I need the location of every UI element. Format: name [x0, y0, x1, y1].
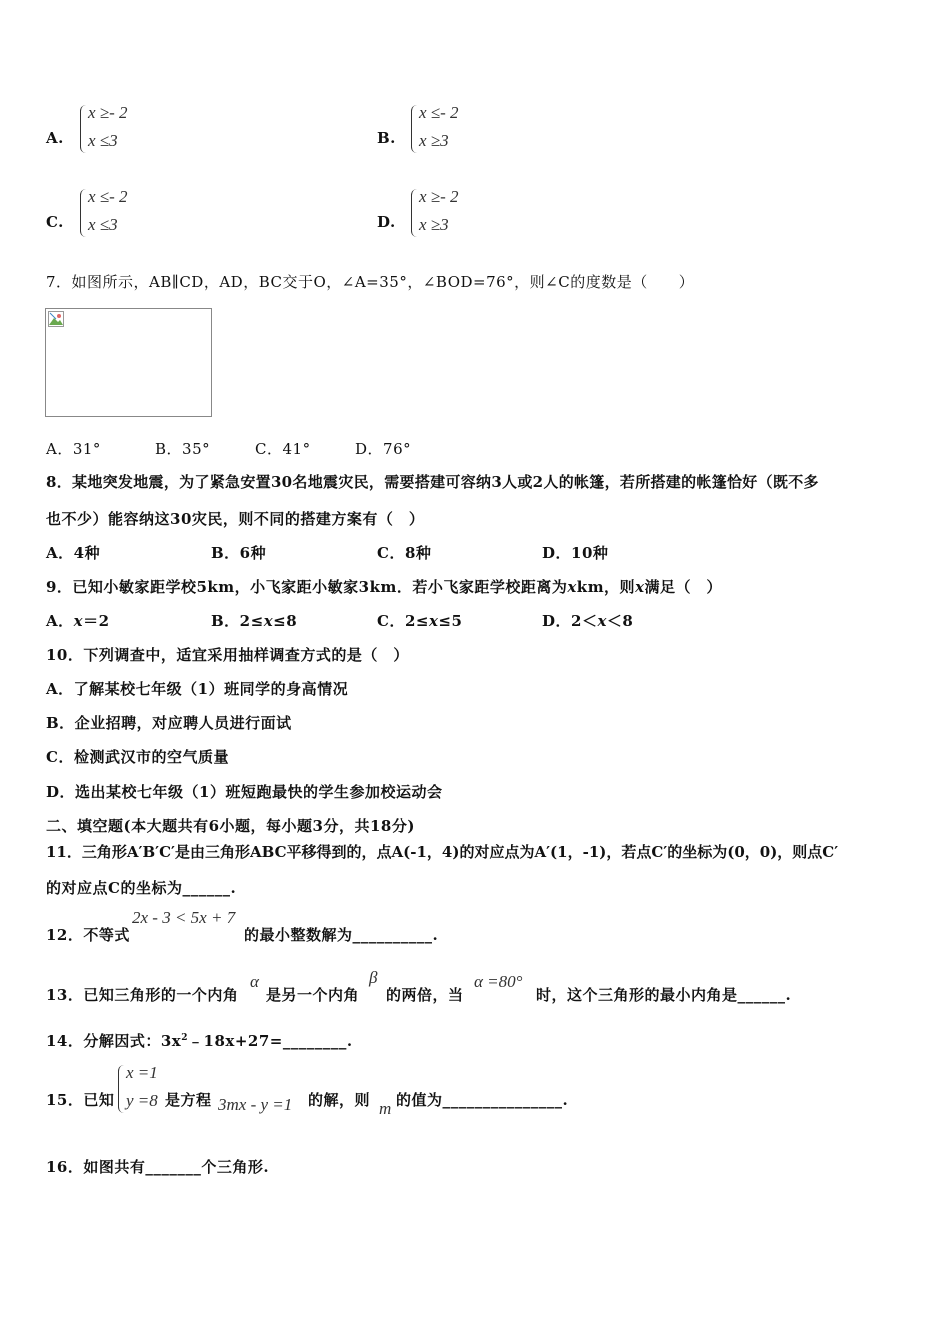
inequality-line: x ≤3 — [88, 215, 118, 234]
question-11-line2: 的对应点C的坐标为______. — [46, 879, 237, 897]
question-14 — [46, 1030, 353, 1051]
q9-pre: 9．已知小敏家距学校5km，小飞家距小敏家3km．若小飞家距学校距离为 — [46, 578, 568, 596]
beta-symbol: β — [369, 968, 378, 987]
alpha-symbol: α — [250, 972, 259, 991]
brace — [80, 189, 87, 237]
q13-mid1: 是另一个内角 — [266, 986, 360, 1004]
q9-post: 满足（ ） — [644, 578, 723, 596]
option: D．2＜x＜8 — [542, 612, 634, 630]
q14-pre: 14．分解因式：3x — [46, 1032, 182, 1050]
condition-expression: α =80° — [474, 972, 523, 991]
question-15 — [46, 1063, 846, 1119]
option-label: C. — [46, 213, 64, 231]
option: B．6种 — [211, 544, 267, 562]
brace — [118, 1065, 125, 1113]
q14-post: ﹣18x+27=________. — [188, 1032, 353, 1050]
q15-mid2: 的解，则 — [308, 1091, 371, 1109]
inequality-line: x ≥3 — [419, 215, 449, 234]
option: A．x＝2 — [46, 612, 110, 630]
m-variable: m — [379, 1099, 392, 1118]
q13-post: 时，这个三角形的最小内角是______. — [536, 986, 792, 1004]
option: C．8种 — [377, 544, 432, 562]
option-label: D. — [377, 213, 396, 231]
option: B．企业招聘，对应聘人员进行面试 — [46, 714, 292, 732]
inequality-expression: 2x - 3 < 5x + 7 — [132, 908, 236, 927]
inequality-line: x ≥- 2 — [419, 187, 459, 206]
inequality-line: x ≤3 — [88, 131, 118, 150]
inequality-line: x ≥3 — [419, 131, 449, 150]
q9-mid: km，则 — [576, 578, 636, 596]
question-8-line2: 也不少）能容纳这30灾民，则不同的搭建方案有（ ） — [46, 510, 425, 528]
inequality-system — [80, 103, 200, 155]
question-13 — [46, 968, 846, 1002]
question-9-text — [46, 576, 722, 597]
option: D．10种 — [542, 544, 609, 562]
question-10-text: 10．下列调查中，适宜采用抽样调查方式的是（ ） — [46, 646, 409, 664]
question-7-text: 7．如图所示，AB∥CD，AD，BC交于O，∠A=35°，∠BOD=76°，则∠C的度数是（ ） — [46, 273, 695, 291]
q15-post: 的值为_______________. — [396, 1091, 569, 1109]
q9-var: x — [567, 578, 577, 596]
option: A．31° — [46, 440, 101, 458]
broken-image-icon — [48, 311, 64, 327]
brace — [80, 105, 87, 153]
q12-pre: 12．不等式 — [46, 926, 130, 944]
equation-line: x =1 — [126, 1063, 158, 1082]
option: C．41° — [255, 440, 311, 458]
brace — [411, 105, 418, 153]
option: A．4种 — [46, 544, 101, 562]
section-heading: 二、填空题(本大题共有6小题，每小题3分，共18分) — [46, 817, 415, 835]
inequality-system — [80, 187, 200, 239]
figure-placeholder — [45, 308, 212, 417]
inequality-line: x ≤- 2 — [419, 103, 459, 122]
option: B．35° — [155, 440, 211, 458]
question-11-line1: 11．三角形A′B′C′是由三角形ABC平移得到的，点A(-1，4)的对应点为A′(1，-1)，若点C′的坐标为(0，0)，则点C′ — [46, 843, 839, 861]
brace — [411, 189, 418, 237]
q13-mid2: 的两倍，当 — [386, 986, 464, 1004]
q14-sup: 2 — [181, 1033, 189, 1043]
q12-post: 的最小整数解为__________. — [244, 926, 439, 944]
option: D．76° — [355, 440, 412, 458]
option: C．检测武汉市的空气质量 — [46, 748, 229, 766]
inequality-line: x ≤- 2 — [88, 187, 128, 206]
q15-pre: 15．已知 — [46, 1091, 115, 1109]
option-label: B. — [377, 129, 396, 147]
question-8-line1: 8．某地突发地震，为了紧急安置30名地震灾民，需要搭建可容纳3人或2人的帐篷，若所搭建的帐篷恰好（既不多 — [46, 473, 819, 491]
option-label: A. — [46, 129, 64, 147]
equation-expression: 3mx - y =1 — [218, 1095, 293, 1114]
inequality-system — [411, 103, 531, 155]
inequality-system — [411, 187, 531, 239]
q9-var: x — [635, 578, 645, 596]
equation-line: y =8 — [126, 1091, 158, 1110]
option: B．2≤x≤8 — [211, 612, 298, 630]
inequality-line: x ≥- 2 — [88, 103, 128, 122]
option: A．了解某校七年级（1）班同学的身高情况 — [46, 680, 349, 698]
question-16-text: 16．如图共有_______个三角形. — [46, 1158, 270, 1176]
q13-pre: 13．已知三角形的一个内角 — [46, 986, 239, 1004]
q15-mid: 是方程 — [165, 1091, 212, 1109]
option: D．选出某校七年级（1）班短跑最快的学生参加校运动会 — [46, 783, 443, 801]
option: C．2≤x≤5 — [377, 612, 463, 630]
